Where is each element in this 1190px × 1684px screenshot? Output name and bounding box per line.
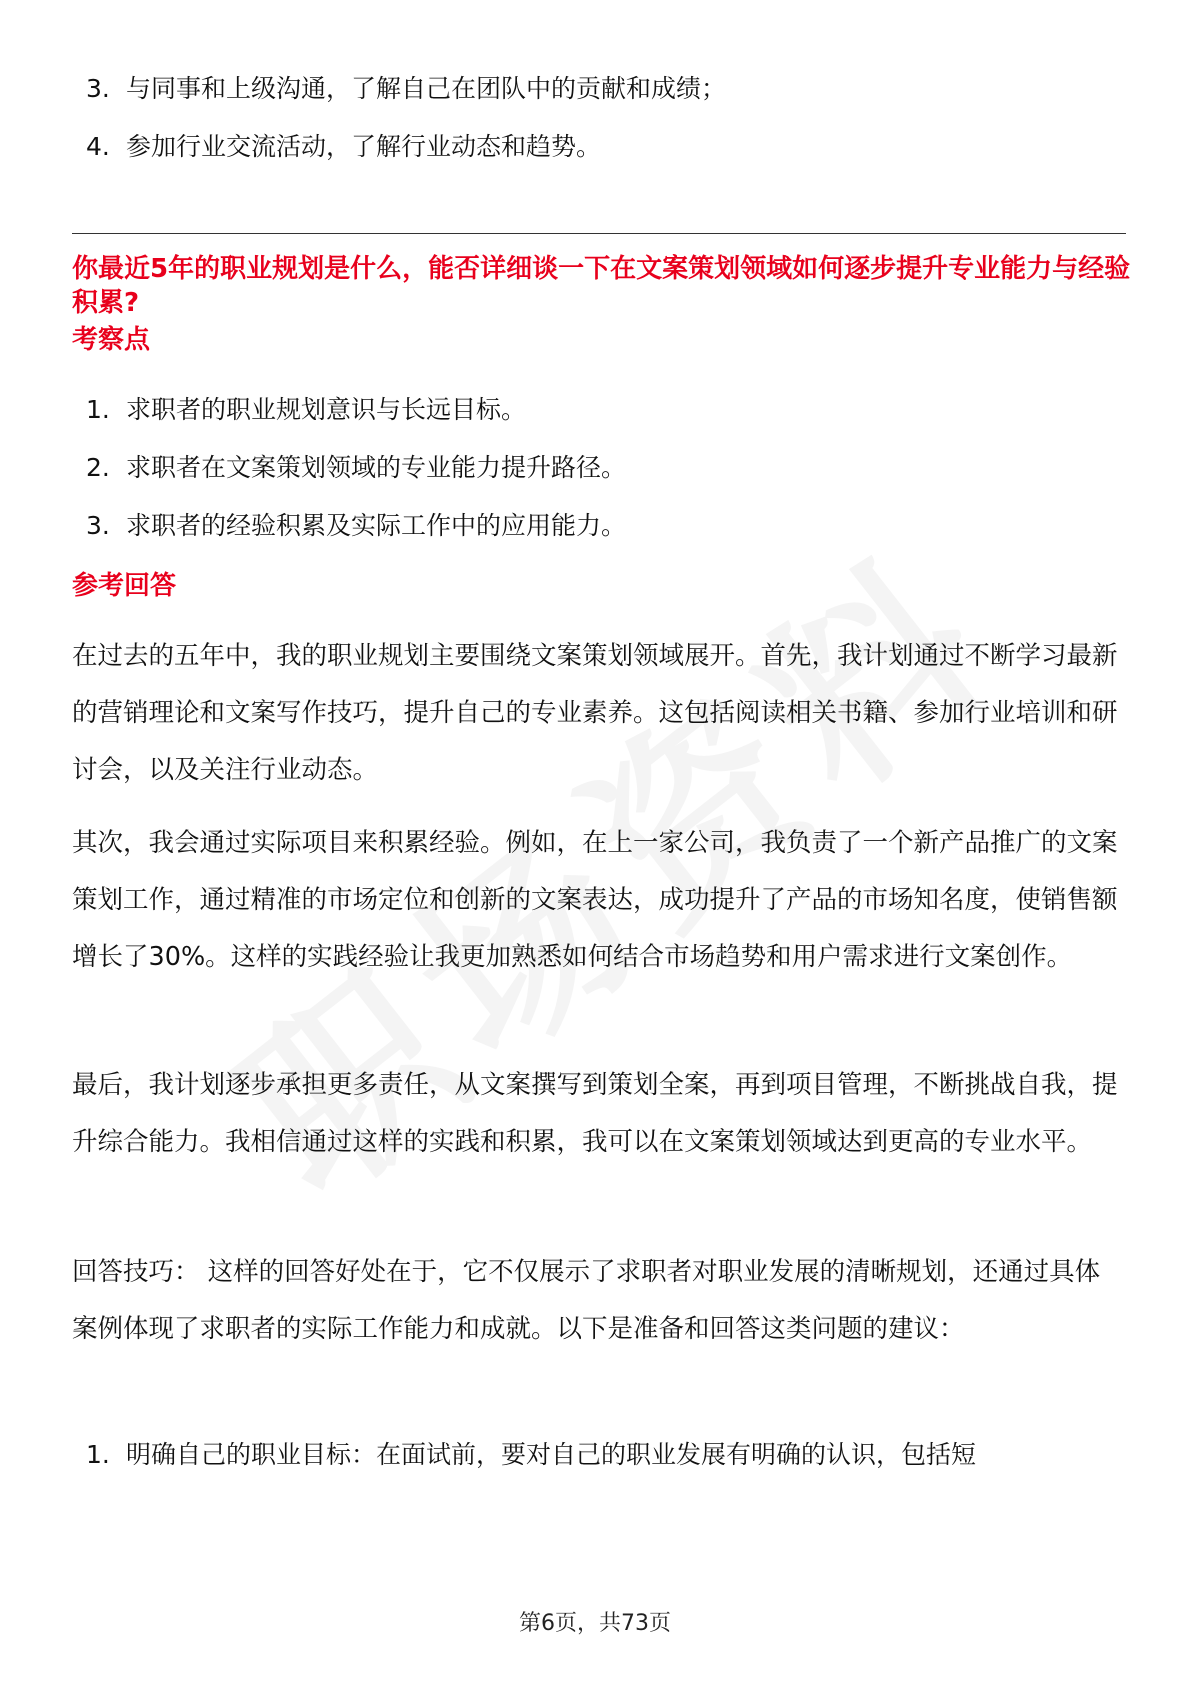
list-number: 3.: [86, 74, 110, 103]
list-number: 2.: [86, 453, 110, 482]
list-text: 与同事和上级沟通，了解自己在团队中的贡献和成绩；: [126, 74, 727, 103]
top-list: [86, 72, 1126, 188]
list-text: 明确自己的职业目标：在面试前，要对自己的职业发展有明确的认识，包括短: [126, 1440, 977, 1469]
list-item: [86, 130, 1126, 188]
page-footer: 第6页，共73页: [519, 1611, 671, 1636]
list-text: 求职者的经验积累及实际工作中的应用能力。: [126, 511, 627, 540]
list-text: 求职者的职业规划意识与长远目标。: [126, 395, 527, 424]
list-number: 3.: [86, 511, 110, 540]
list-item: [86, 1438, 1126, 1496]
answer-paragraph-2: 其次，我会通过实际项目来积累经验。例如，在上一家公司，我负责了一个新产品推广的文案策划工作，通过精准的市场定位和创新的文案表达，成功提升了产品的市场知名度，使销售额增长了30%。这样的实践经验让我更加熟悉如何结合市场趋势和用户需求进行文案创作。: [72, 828, 1118, 972]
list-item: [86, 451, 1126, 509]
section-divider: [72, 233, 1126, 234]
list-text: 求职者在文案策划领域的专业能力提升路径。: [126, 453, 627, 482]
list-number: 4.: [86, 132, 110, 161]
answer-tips-paragraph: 回答技巧： 这样的回答好处在于，它不仅展示了求职者对职业发展的清晰规划，还通过具体案例体现了求职者的实际工作能力和成就。以下是准备和回答这类问题的建议：: [72, 1257, 1101, 1344]
list-text: 参加行业交流活动，了解行业动态和趋势。: [126, 132, 602, 161]
list-item: [86, 72, 1126, 130]
list-number: 1.: [86, 1440, 110, 1469]
answer-paragraph-3: 最后，我计划逐步承担更多责任，从文案撰写到策划全案，再到项目管理，不断挑战自我，提升综合能力。我相信通过这样的实践和积累，我可以在文案策划领域达到更高的专业水平。: [72, 1070, 1118, 1157]
answer-title: 参考回答: [72, 571, 177, 601]
tips-list: [86, 1438, 1126, 1496]
list-item: [86, 393, 1126, 451]
assessment-list: [86, 393, 1126, 567]
question-heading: 你最近5年的职业规划是什么，能否详细谈一下在文案策划领域如何逐步提升专业能力与经验积累?: [72, 254, 1131, 318]
assessment-title: 考察点: [72, 325, 151, 355]
answer-paragraph-1: 在过去的五年中，我的职业规划主要围绕文案策划领域展开。首先，我计划通过不断学习最新的营销理论和文案写作技巧，提升自己的专业素养。这包括阅读相关书籍、参加行业培训和研讨会，以及关注行业动态。: [72, 641, 1118, 785]
list-number: 1.: [86, 395, 110, 424]
list-item: [86, 509, 1126, 567]
